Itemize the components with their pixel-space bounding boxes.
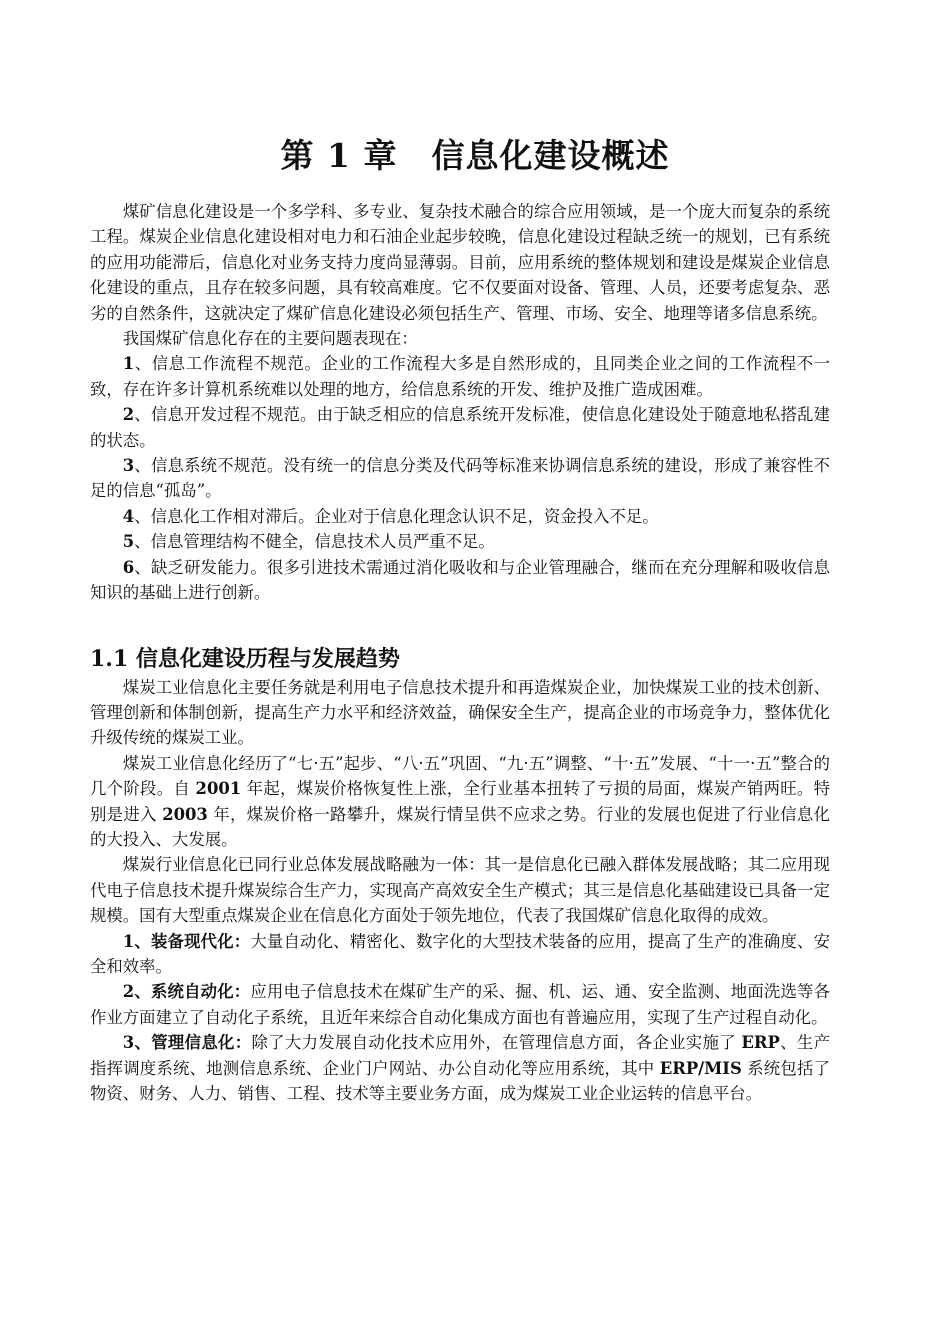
problem-text: 、缺乏研发能力。很多引进技术需通过消化吸收和与企业管理融合，继而在充分理解和吸收信息知识的基础上进行创新。 (90, 557, 830, 603)
achievement-lead: 3、管理信息化： (122, 1033, 252, 1053)
document-body (90, 199, 830, 1106)
chapter-title: 第 1 章 信息化建设概述 (280, 136, 670, 175)
text-run: 除了大力发展自动化技术应用外，在管理信息方面，各企业实施了 (251, 1033, 742, 1053)
text-run: 、生产指挥调度系统、地测信息系统、企业门户网站、办公自动化等应用系统，其中 (90, 1033, 830, 1078)
year-2001: 2001 (195, 779, 242, 799)
section-paragraph (90, 751, 830, 853)
section-paragraph: 煤炭工业信息化主要任务就是利用电子信息技术提升和再造煤炭企业，加快煤炭工业的技术创新、管理创新和体制创新，提高生产力水平和经济效益，确保安全生产，提高企业的市场竞争力，整体优化升级传统的煤炭工业。 (90, 677, 830, 748)
problem-text: 、信息工作流程不规范。企业的工作流程大多是自然形成的，且同类企业之间的工作流程不一致，存在许多计算机系统难以处理的地方，给信息系统的开发、维护及推广造成困难。 (90, 354, 830, 399)
achievement-lead: 2、系统自动化： (122, 982, 251, 1002)
text-run: 年起，煤炭价格恢复性上涨，全行业基本扭转了亏损的局面，煤炭产销两旺。特别是进入 (90, 779, 830, 824)
problem-item (90, 351, 830, 402)
intro-paragraph: 煤矿信息化建设是一个多学科、多专业、复杂技术融合的综合应用领域，是一个庞大而复杂的系统工程。煤炭企业信息化建设相对电力和石油企业起步较晚，信息化建设过程缺乏统一的规划，已有系统的应用功能滞后，信息化对业务支持力度尚显薄弱。目前，应用系统的整体规划和建设是煤炭企业信息化建设的重点，且存在较多问题，具有较高难度。它不仅要面对设备、管理、人员，还要考虑复杂、恶劣的自然条件，这就决定了煤矿信息化建设必须包括生产、管理、市场、安全、地理等诸多信息系统。 (90, 202, 830, 323)
section-title: 1.1 信息化建设历程与发展趋势 (90, 645, 400, 672)
achievement-item (90, 929, 830, 980)
section-paragraph: 煤炭行业信息化已同行业总体发展战略融为一体：其一是信息化已融入群体发展战略；其二应用现代电子信息技术提升煤炭综合生产力，实现高产高效安全生产模式；其三是信息化基础建设已具备一定规模。国有大型重点煤炭企业在信息化方面处于领先地位，代表了我国煤矿信息化取得的成效。 (90, 855, 830, 926)
problem-item (90, 555, 830, 606)
year-2003: 2003 (162, 804, 208, 824)
problems-intro: 我国煤矿信息化存在的主要问题表现在： (122, 329, 418, 349)
problem-item (90, 504, 830, 529)
achievement-item (90, 979, 830, 1030)
text-run: 年，煤炭价格一路攀升，煤炭行情呈供不应求之势。行业的发展也促进了行业信息化的大投入、大发展。 (90, 804, 830, 849)
problem-text: 、信息管理结构不健全，信息技术人员严重不足。 (134, 532, 495, 552)
achievement-item (90, 1030, 830, 1106)
problem-number: 1 (122, 354, 135, 374)
term-erp: ERP (741, 1033, 780, 1053)
problem-number: 3 (122, 456, 135, 476)
problem-text: 、信息系统不规范。没有统一的信息分类及代码等标准来协调信息系统的建设，形成了兼容性不足的信息“孤岛”。 (90, 456, 830, 501)
achievement-lead: 1、装备现代化： (122, 931, 251, 951)
problem-item (90, 529, 830, 554)
problem-item (90, 402, 830, 453)
text-run: 系统包括了物资、财务、人力、销售、工程、技术等主要业务方面，成为煤炭工业企业运转的信息平台。 (90, 1058, 830, 1103)
achievement-text: 大量自动化、精密化、数字化的大型技术装备的应用，提高了生产的准确度、安全和效率。 (90, 931, 830, 976)
problem-item (90, 453, 830, 504)
term-erp-mis: ERP/MIS (659, 1058, 742, 1078)
text-run: 煤炭工业信息化经历了“七·五”起步、“八·五”巩固、“九·五”调整、“十·五”发展、“十一·五”整合的几个阶段。自 (90, 753, 830, 799)
problem-number: 2 (122, 405, 135, 425)
problem-number: 6 (122, 557, 135, 577)
problem-number: 5 (122, 532, 135, 552)
problem-text: 、信息化工作相对滞后。企业对于信息化理念认识不足，资金投入不足。 (134, 506, 659, 526)
problem-number: 4 (122, 506, 135, 526)
problem-text: 、信息开发过程不规范。由于缺乏相应的信息系统开发标准，使信息化建设处于随意地私搭乱建的状态。 (90, 405, 830, 450)
achievement-text: 应用电子信息技术在煤矿生产的采、掘、机、运、通、安全监测、地面洗选等各作业方面建立了自动化子系统，且近年来综合自动化集成方面也有普遍应用，实现了生产过程自动化。 (90, 982, 830, 1027)
